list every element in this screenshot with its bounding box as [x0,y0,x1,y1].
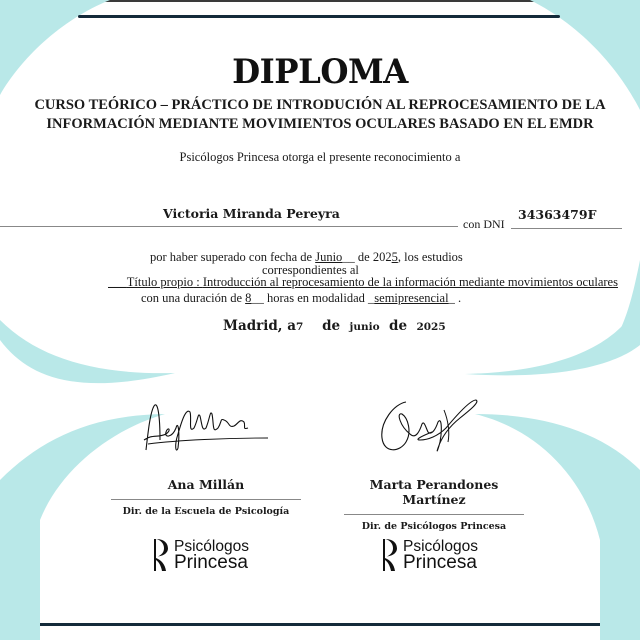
completion-prefix: por haber superado con fecha de [150,250,316,264]
diploma-title: DIPLOMA [232,52,408,92]
completion-month: Junio [315,250,343,264]
dni-underline [511,228,622,229]
title-type: Título propio [126,275,194,289]
modality-lead: _ [368,291,375,305]
signer-role: Dir. de la Escuela de Psicología [122,506,290,517]
signer-name: Ana Millán [167,477,245,492]
bottom-rule [40,623,600,626]
logo-psicologos-princesa-left [153,538,249,572]
modality-fill: _ [448,291,455,305]
signature-marta-perandones [376,392,486,460]
duration-mid: horas en modalidad [263,291,369,305]
date-de-1: de [322,318,341,334]
dni-value: 34363479F [518,207,597,222]
signer-underline [111,499,301,500]
duration-hours-fill: __ [251,291,264,305]
date-day: 7 [295,321,304,333]
grant-text [0,150,640,165]
brand-mark-icon [153,538,169,572]
duration-prefix: con una duración de [141,291,246,305]
signer-underline [344,514,524,515]
signer-right [339,477,529,532]
recipient-name: Victoria Miranda Pereyra [163,206,340,221]
completion-month-fill: __ [342,250,355,264]
title-type-lead: ___ [108,275,127,289]
course-name: Introducción al reprocesamiento de la información mediante movimientos oculares [202,275,618,289]
signature-ana-millan [138,398,273,458]
place-city: Madrid, a [223,318,296,334]
correspondientes-text: correspondientes al [262,263,359,277]
dni-label: con DNI [463,217,505,231]
brand-mark-icon [382,538,398,572]
completion-suffix: , los estudios [397,250,463,264]
date-de-2: de [389,318,408,334]
duration-sentence [141,291,461,306]
recipient-name-underline [0,226,458,227]
signer-left [111,477,301,517]
logo-line-2: Princesa [403,552,477,573]
date-year: 2025 [416,321,446,333]
logo-psicologos-princesa-right [382,538,478,572]
logo-line-2: Princesa [174,552,248,573]
modality-value: semipresencial [374,291,449,305]
logo-line-1: Psicólogos [174,538,249,555]
duration-suffix: . [454,291,462,305]
signer-name: Marta Perandones Martínez [369,477,499,507]
course-subtitle [30,96,610,134]
subtitle-line-2: INFORMACIÓN MEDIANTE MOVIMIENTOS OCULARES BASADO EN EL EMDR [46,116,594,132]
logo-line-1: Psicólogos [403,538,478,555]
date-month: junio [349,321,380,333]
grant-sentence: Psicólogos Princesa otorga el presente reconocimiento a [179,150,461,164]
signer-role: Dir. de Psicólogos Princesa [361,521,507,532]
course-title-line [108,275,640,290]
title-separator: : [193,275,203,289]
completion-year-digit: 5 [391,250,398,264]
duration-hours: 8 [245,291,252,305]
top-rule [78,15,560,18]
completion-mid: de 202 [354,250,392,264]
subtitle-line-1: CURSO TEÓRICO – PRÁCTICO DE INTRODUCIÓN AL REPROCESAMIENTO DE LA [34,97,606,113]
place-and-date [223,318,446,334]
